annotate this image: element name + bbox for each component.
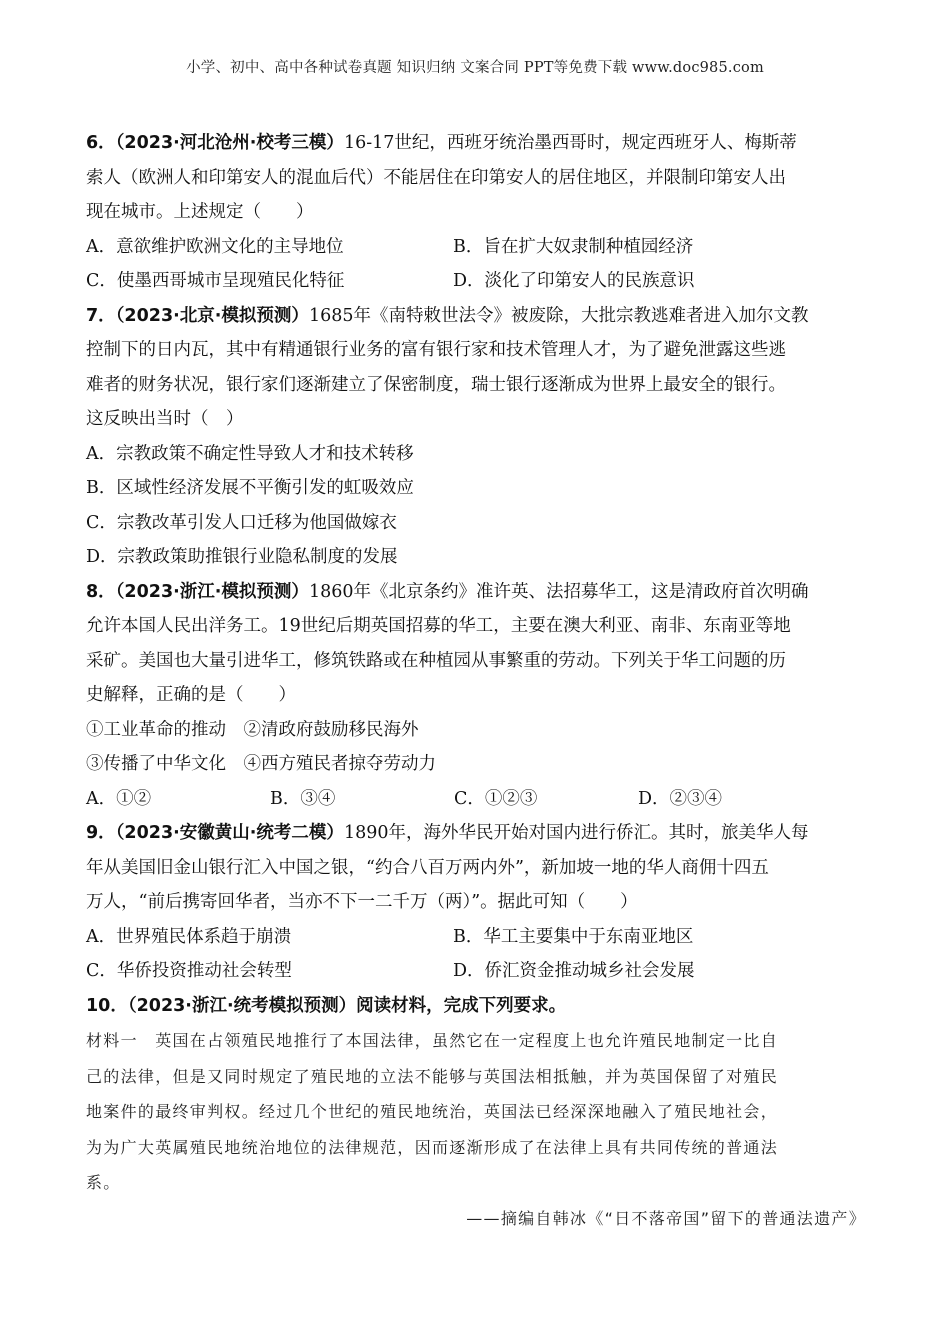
question-6-text-1: 16-17世纪，西班牙统治墨西哥时，规定西班牙人、梅斯蒂 — [343, 133, 797, 153]
question-8 — [86, 575, 866, 817]
material-line-3: 地案件的最终审判权。经过几个世纪的殖民地统治，英国法已经深深地融入了殖民地社会， — [86, 1102, 779, 1121]
question-7-option-c[interactable]: C．宗教改革引发人口迁移为他国做嫁衣 — [86, 512, 397, 533]
question-8-line-1 — [86, 575, 866, 610]
question-7-line-1 — [86, 299, 866, 334]
question-8-head: 8．（2023·浙江·模拟预测） — [86, 581, 309, 602]
question-8-option-b[interactable]: B．③④ — [270, 788, 336, 809]
question-7-head: 7．（2023·北京·模拟预测） — [86, 305, 309, 326]
question-7-option-d[interactable]: D．宗教政策助推银行业隐私制度的发展 — [86, 547, 398, 567]
question-7-text-3: 难者的财务状况，银行家们逐渐建立了保密制度，瑞士银行逐渐成为世界上最安全的银行。 — [86, 374, 786, 395]
question-9-head: 9．（2023·安徽黄山·统考二模） — [86, 823, 344, 843]
question-7 — [86, 299, 866, 575]
question-8-text-1: 1860年《北京条约》准许英、法招募华工，这是清政府首次明确 — [308, 581, 809, 602]
question-6 — [86, 126, 866, 299]
question-6-text-2: 索人（欧洲人和印第安人的混血后代）不能居住在印第安人的居住地区，并限制印第安人出 — [86, 167, 786, 188]
material-line-1: 材料一 英国在占领殖民地推行了本国法律，虽然它在一定程度上也允许殖民地制定一比自 — [86, 1031, 779, 1050]
question-7-text-4: 这反映出当时（ ） — [86, 409, 244, 429]
question-9 — [86, 816, 866, 989]
question-7-text-2: 控制下的日内瓦，其中有精通银行业务的富有银行家和技术管理人才，为了避免泄露这些逃 — [86, 340, 786, 360]
question-8-items-2: ③传播了中华文化 ④西方殖民者掠夺劳动力 — [86, 754, 436, 774]
exam-content — [86, 126, 866, 1236]
question-6-option-d[interactable]: D．淡化了印第安人的民族意识 — [453, 271, 695, 291]
question-8-text-3: 采矿。美国也大量引进华工，修筑铁路或在种植园从事繁重的劳动。下列关于华工问题的历 — [86, 650, 786, 671]
material-source: ——摘编自韩冰《“日不落帝国”留下的普通法遗产》 — [466, 1208, 866, 1228]
question-7-option-b[interactable]: B．区域性经济发展不平衡引发的虹吸效应 — [86, 478, 414, 498]
material-line-2: 己的法律，但是又同时规定了殖民地的立法不能够与英国法相抵触，并为英国保留了对殖民 — [86, 1066, 779, 1086]
question-8-items-1: ①工业革命的推动 ②清政府鼓励移民海外 — [86, 719, 419, 740]
question-9-options-row-1 — [86, 920, 866, 955]
question-8-option-c[interactable]: C．①②③ — [454, 788, 538, 809]
question-7-option-a[interactable]: A．宗教政策不确定性导致人才和技术转移 — [86, 443, 414, 464]
question-9-line-1 — [86, 816, 866, 851]
question-9-option-b[interactable]: B．华工主要集中于东南亚地区 — [453, 926, 694, 947]
question-6-option-a[interactable]: A．意欲维护欧洲文化的主导地位 — [86, 236, 344, 257]
question-10-head: 10．（2023·浙江·统考模拟预测）阅读材料，完成下列要求。 — [86, 995, 567, 1016]
question-8-text-2: 允许本国人民出洋务工。19世纪后期英国招募的华工，主要在澳大利亚、南非、东南亚等地 — [86, 616, 791, 636]
question-6-option-c[interactable]: C．使墨西哥城市呈现殖民化特征 — [86, 271, 345, 291]
question-8-options-row — [86, 782, 866, 817]
question-9-text-2: 年从美国旧金山银行汇入中国之银，“约合八百万两内外”，新加坡一地的华人商佣十四五 — [86, 857, 769, 878]
question-9-option-c[interactable]: C．华侨投资推动社会转型 — [86, 961, 292, 981]
question-6-option-b[interactable]: B．旨在扩大奴隶制种植园经济 — [453, 236, 694, 257]
material-line-5: 系。 — [86, 1173, 121, 1192]
question-6-options-row-2 — [86, 264, 866, 299]
question-10 — [86, 989, 866, 1237]
question-9-option-d[interactable]: D．侨汇资金推动城乡社会发展 — [453, 961, 695, 981]
question-8-text-4: 史解释，正确的是（ ） — [86, 685, 296, 705]
question-7-text-1: 1685年《南特敕世法令》被废除，大批宗教逃难者进入加尔文教 — [308, 305, 809, 326]
question-6-line-1 — [86, 126, 866, 161]
question-9-text-3: 万人，“前后携寄回华者，当亦不下一二千万（两）”。据此可知（ ） — [86, 892, 638, 912]
material-line-4: 为为广大英属殖民地统治地位的法律规范，因而逐渐形成了在法律上具有共同传统的普通法 — [86, 1137, 779, 1157]
question-6-text-3: 现在城市。上述规定（ ） — [86, 202, 314, 222]
question-9-text-1: 1890年，海外华民开始对国内进行侨汇。其时，旅美华人每 — [343, 823, 809, 843]
question-8-option-a[interactable]: A．①② — [86, 788, 152, 809]
question-9-options-row-2 — [86, 954, 866, 989]
question-6-head: 6．（2023·河北沧州·校考三模） — [86, 133, 344, 153]
question-9-option-a[interactable]: A．世界殖民体系趋于崩溃 — [86, 926, 292, 947]
question-6-options-row-1 — [86, 230, 866, 265]
page-header: 小学、初中、高中各种试卷真题 知识归纳 文案合同 PPT等免费下载 www.doc985.com — [186, 60, 764, 76]
question-8-option-d[interactable]: D．②③④ — [638, 788, 723, 809]
